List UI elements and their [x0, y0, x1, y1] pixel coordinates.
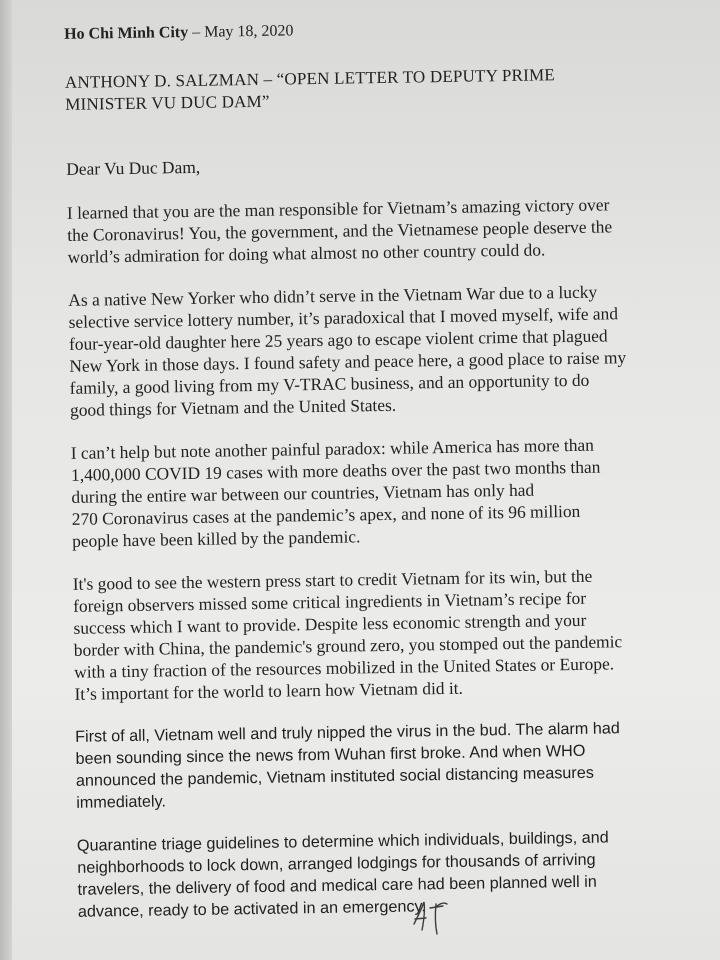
paragraph-line: with a tiny fraction of the resources mobilized in the United States or Europe. — [74, 653, 615, 682]
letter-body — [60, 14, 714, 944]
paragraph-line: good things for Vietnam and the United States. — [69, 394, 397, 420]
paragraph-4 — [73, 563, 711, 705]
paragraph-line: family, a good living from my V-TRAC business, and an opportunity to do — [69, 369, 590, 398]
paragraph-line: First of all, Vietnam well and truly nipped the virus in the bud. The alarm had — [75, 719, 620, 746]
paragraph-line: 270 Coronavirus cases at the pandemic’s apex, and none of its 96 million — [71, 500, 581, 529]
paragraph-line: foreign observers missed some critical ingredients in Vietnam’s recipe for — [72, 587, 587, 616]
paragraph-line: success which I want to provide. Despite less economic strength and your — [73, 609, 587, 638]
paragraph-line: immediately. — [76, 792, 167, 812]
paragraph-5 — [75, 716, 712, 814]
paragraph-line: I learned that you are the man responsible for Vietnam’s amazing victory over — [66, 194, 610, 223]
paragraph-line: the Coronavirus! You, the government, and the Vietnamese people deserve the — [67, 216, 613, 245]
letter-city: Ho Chi Minh City — [64, 23, 189, 43]
paragraph-6 — [77, 825, 714, 923]
paragraph-line: Quarantine triage guidelines to determine which individuals, buildings, and — [76, 828, 609, 855]
paragraph-line: four-year-old daughter here 25 years ago to escape violent crime that plagued — [68, 325, 608, 354]
paragraph-line: border with China, the pandemic's ground zero, you stomped out the pandemic — [73, 631, 623, 660]
salutation: Dear Vu Duc Dam, — [66, 156, 201, 179]
paragraph-line: people have been killed by the pandemic. — [71, 526, 361, 551]
paragraph-2 — [68, 279, 706, 421]
letter-date: – May 18, 2020 — [188, 22, 294, 41]
paragraph-line: It's good to see the western press start to credit Vietnam for its win, but the — [72, 565, 593, 594]
paragraph-line: announced the pandemic, Vietnam instituted social distancing measures — [75, 763, 594, 790]
paragraph-line: New York in those days. I found safety and peace here, a good place to raise my — [69, 347, 627, 376]
title-line: ANTHONY D. SALZMAN – “OPEN LETTER TO DEPUTY PRIME — [64, 65, 556, 92]
paragraph-line: been sounding since the news from Wuhan first broke. And when WHO — [75, 741, 586, 768]
handwritten-initials-icon — [408, 894, 458, 938]
paragraph-line: I can’t help but note another painful paradox: while America has more than — [70, 434, 594, 463]
paragraph-line: during the entire war between our countries, Vietnam has only had — [71, 479, 535, 507]
title-line: MINISTER VU DUC DAM” — [65, 91, 270, 114]
paragraph-line: advance, ready to be activated in an emergency. — [77, 897, 426, 921]
paragraph-line: world’s admiration for doing what almost no other country could do. — [67, 239, 546, 267]
letter-title — [65, 62, 702, 116]
paragraph-line: 1,400,000 COVID 19 cases with more deaths over the past two months than — [70, 456, 601, 485]
paragraph-1 — [67, 192, 704, 268]
paragraph-line: selective service lottery number, it’s paradoxical that I moved myself, wife and — [68, 303, 619, 332]
paragraph-line: As a native New Yorker who didn’t serve in the Vietnam War due to a lucky — [68, 281, 598, 310]
page-shadow-edge — [0, 0, 12, 960]
paragraph-line: neighborhoods to lock down, arranged lodgings for thousands of arriving — [77, 850, 596, 877]
paragraph-3 — [71, 432, 709, 552]
paragraph-line: It’s important for the world to learn how Vietnam did it. — [74, 677, 464, 704]
paragraph-line: travelers, the delivery of food and medical care had been planned well in — [77, 872, 597, 899]
date-line — [64, 14, 700, 46]
